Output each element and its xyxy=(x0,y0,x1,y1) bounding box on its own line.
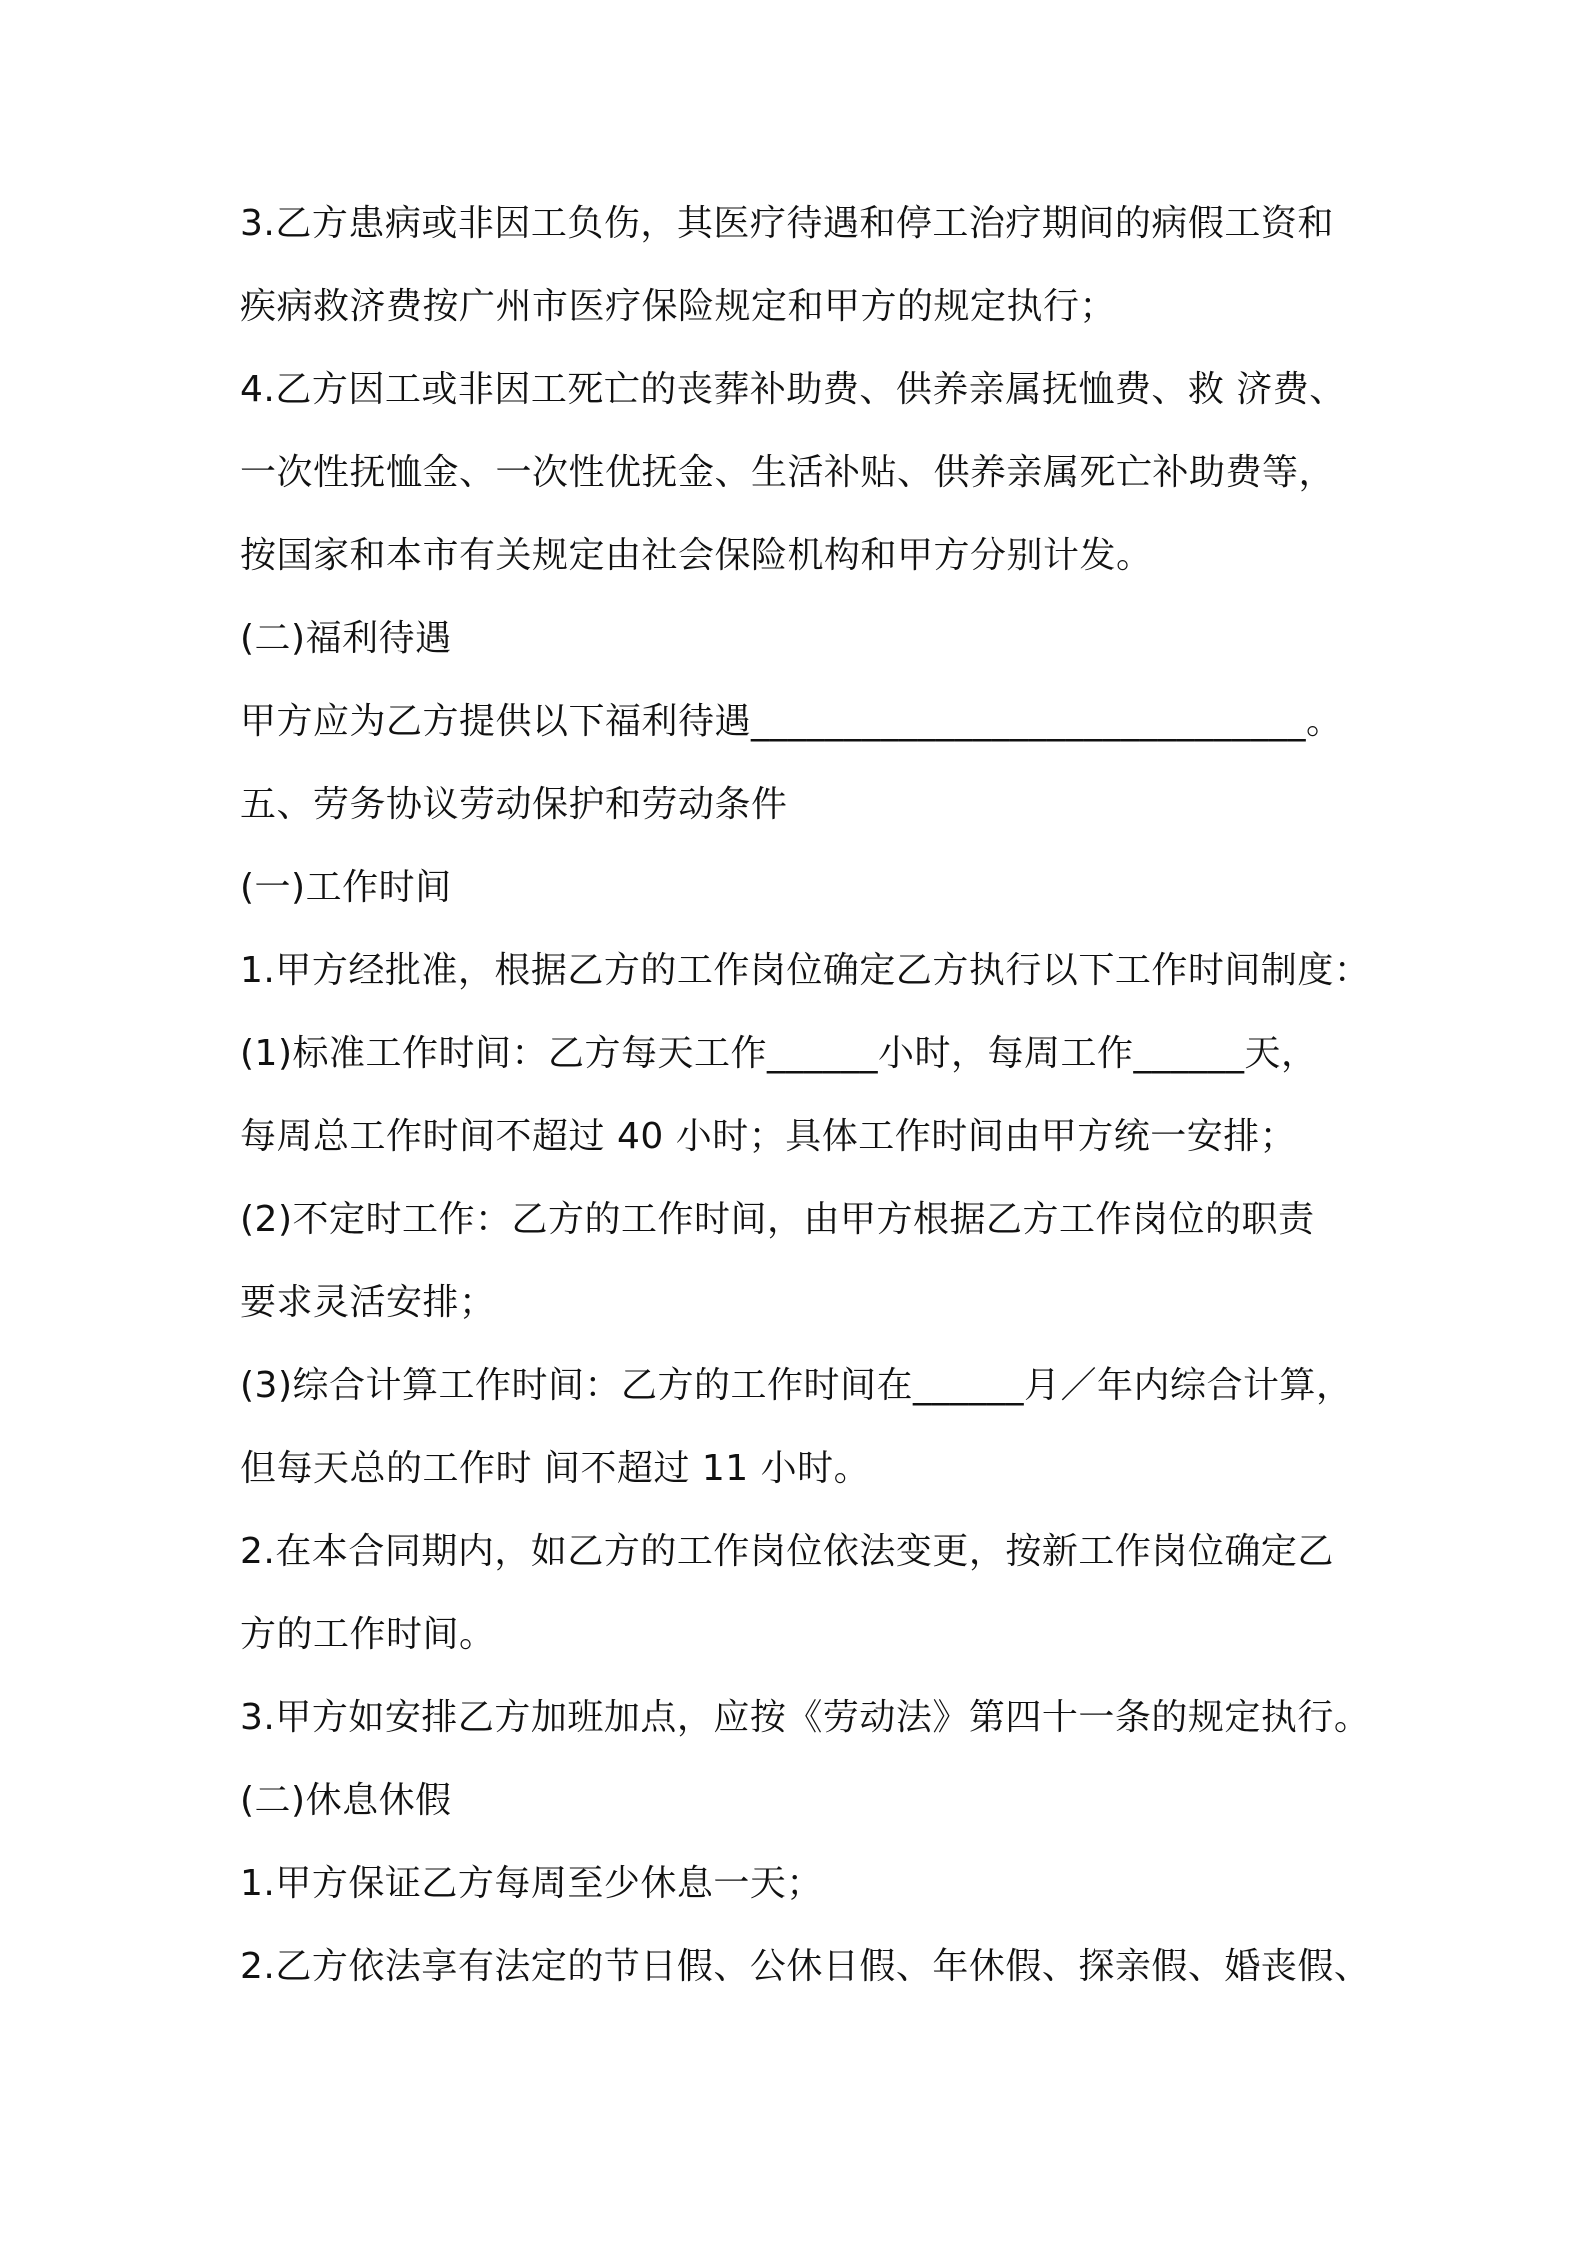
text-line: 要求灵活安排； xyxy=(240,1282,496,1323)
text-line: 2.乙方依法享有法定的节日假、公休日假、年休假、探亲假、婚丧假、 xyxy=(240,1946,1371,1987)
section-heading: 五、劳务协议劳动保护和劳动条件 xyxy=(240,784,788,825)
text-line: 但每天总的工作时 间不超过 11 小时。 xyxy=(240,1448,871,1489)
text-line: 每周总工作时间不超过 40 小时；具体工作时间由甲方统一安排； xyxy=(240,1116,1297,1157)
text-line: 3.甲方如安排乙方加班加点，应按《劳动法》第四十一条的规定执行。 xyxy=(240,1697,1371,1738)
section-heading: (一)工作时间 xyxy=(240,867,452,908)
section-heading: (二)福利待遇 xyxy=(240,618,452,659)
section-heading: (二)休息休假 xyxy=(240,1780,452,1821)
text-line: 甲方应为乙方提供以下福利待遇______________________________。 xyxy=(240,701,1343,742)
text-line: (2)不定时工作：乙方的工作时间，由甲方根据乙方工作岗位的职责 xyxy=(240,1199,1315,1240)
text-line: 方的工作时间。 xyxy=(240,1614,496,1655)
text-line: 3.乙方患病或非因工负伤，其医疗待遇和停工治疗期间的病假工资和 xyxy=(240,203,1334,244)
text-line: 4.乙方因工或非因工死亡的丧葬补助费、供养亲属抚恤费、救 济费、 xyxy=(240,369,1346,410)
text-line: 按国家和本市有关规定由社会保险机构和甲方分别计发。 xyxy=(240,535,1153,576)
text-line: 疾病救济费按广州市医疗保险规定和甲方的规定执行； xyxy=(240,286,1117,327)
text-line: 1.甲方保证乙方每周至少休息一天； xyxy=(240,1863,823,1904)
text-line: (1)标准工作时间：乙方每天工作______小时，每周工作______天， xyxy=(240,1033,1318,1074)
text-line: 1.甲方经批准，根据乙方的工作岗位确定乙方执行以下工作时间制度： xyxy=(240,950,1371,991)
text-line: 2.在本合同期内，如乙方的工作岗位依法变更，按新工作岗位确定乙 xyxy=(240,1531,1334,1572)
text-line: (3)综合计算工作时间：乙方的工作时间在______月／年内综合计算， xyxy=(240,1365,1353,1406)
text-line: 一次性抚恤金、一次性优抚金、生活补贴、供养亲属死亡补助费等， xyxy=(240,452,1336,493)
